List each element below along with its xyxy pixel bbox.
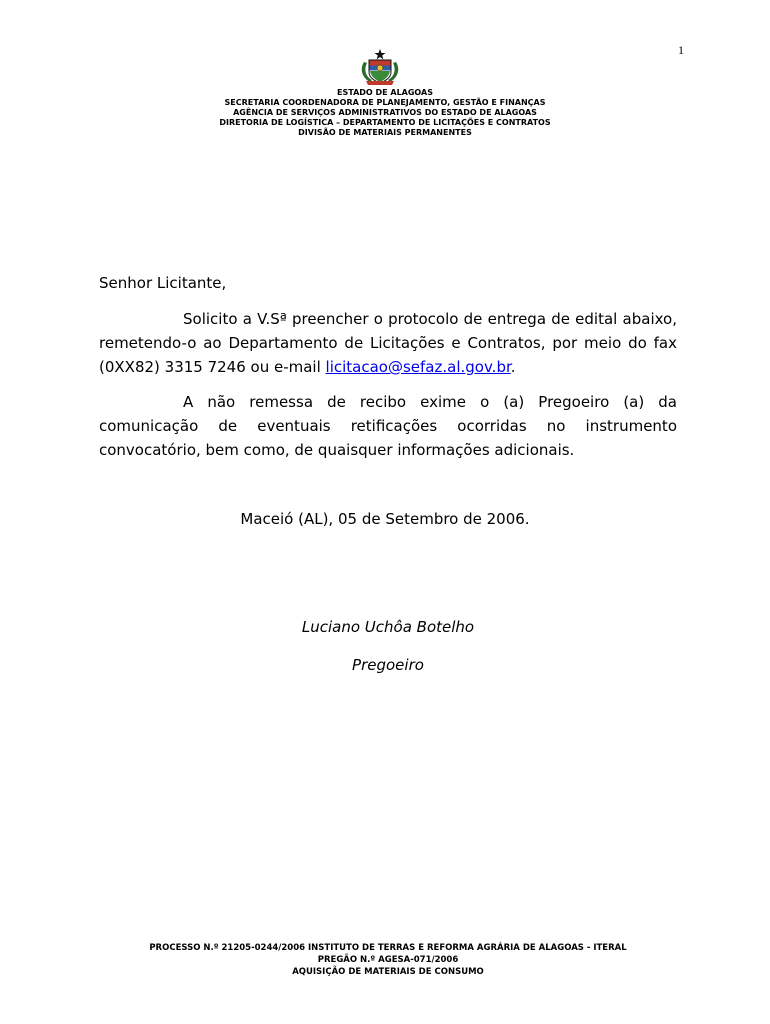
signature-name: Luciano Uchôa Botelho [301, 618, 475, 636]
footer-line-acquisition: AQUISIÇÃO DE MATERIAIS DE CONSUMO [292, 967, 484, 977]
header-line-secretariat: SECRETARIA COORDENADORA DE PLANEJAMENTO, GESTÃO E FINANÇAS [224, 98, 546, 107]
paragraph-request [99, 307, 677, 379]
document-header [0, 88, 770, 138]
footer-line-process: PROCESSO N.º 21205-0244/2006 INSTITUTO DE TERRAS E REFORMA AGRÁRIA DE ALAGOAS - ITERAL [149, 943, 627, 953]
header-line-state: ESTADO DE ALAGOAS [337, 88, 433, 97]
header-line-directorate: DIRETORIA DE LOGÍSTICA – DEPARTAMENTO DE LICITAÇÕES E CONTRATOS [219, 118, 551, 127]
salutation: Senhor Licitante, [99, 274, 227, 292]
header-line-division: DIVISÃO DE MATERIAIS PERMANENTES [298, 128, 472, 137]
footer-line-auction: PREGÃO N.º AGESA-071/2006 [317, 955, 459, 965]
paragraph-notice: A não remessa de recibo exime o (a) Pregoeiro (a) da comunicação de eventuais retificações ocorridas no instrumento convocatório, bem como, de quaisquer informações adicionais. [99, 393, 677, 459]
document-footer [0, 942, 770, 978]
page-number: 1 [678, 43, 684, 57]
header-line-agency: AGÊNCIA DE SERVIÇOS ADMINISTRATIVOS DO ESTADO DE ALAGOAS [233, 108, 537, 117]
signature-role: Pregoeiro [352, 656, 424, 674]
email-link[interactable]: licitacao@sefaz.al.gov.br [325, 358, 511, 376]
paragraph-request-text: Solicito a V.Sª preencher o protocolo de entrega de edital abaixo, remetendo-o ao Departamento de Licitações e Contratos, por meio do fax (0XX82) 3315 7246 ou e-mail [99, 310, 677, 376]
paragraph-request-end: . [510, 358, 516, 376]
state-coat-of-arms-icon [358, 48, 402, 86]
date-line: Maceió (AL), 05 de Setembro de 2006. [240, 510, 530, 528]
